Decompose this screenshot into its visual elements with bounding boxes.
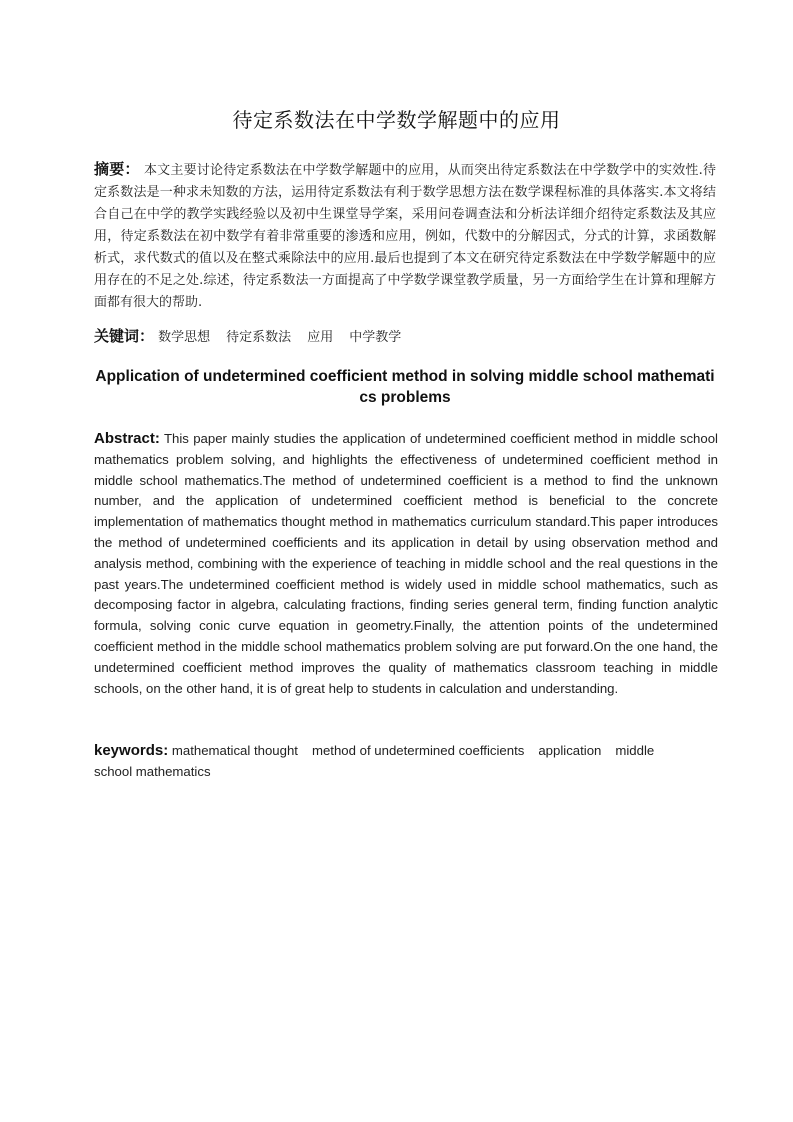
- english-keyword: method of undetermined coefficients: [311, 743, 525, 758]
- chinese-keyword: 中学教学: [349, 330, 402, 345]
- english-keyword: application: [538, 743, 602, 758]
- english-title: Application of undetermined coefficient method in solving middle school mathematics problems: [95, 368, 715, 406]
- english-keyword: middle school mathematics: [94, 743, 655, 779]
- chinese-abstract-label: 摘要：: [94, 160, 140, 178]
- english-keywords: [94, 740, 694, 782]
- english-abstract-text: This paper mainly studies the application of undetermined coefficient method in middle school mathematics problem solving, and highlights the effectiveness of undetermined coefficient method in middle school mathematics.The method of undetermined coefficient is a method to find the unknown number, and the application of undetermined coefficient method is beneficial to the concrete implementation of mathematics thought method in mathematics curriculum standard.This paper introduces the method of undetermined coefficients and its application in detail by using observation method and analysis method, combining with the experience of teaching in middle school and the real questions in the past years.The undetermined coefficient method is widely used in middle school mathematics, such as decomposing factor in algebra, calculating fractions, finding series general term, finding function analytic formula, solving conic curve equation in geometry.Finally, the attention points of the undetermined coefficient method in the middle school mathematics problem solving are put forward.On the one hand, the undetermined coefficient method improves the quality of mathematics classroom teaching in middle schools, on the other hand, it is of great help to students in calculation and understanding.: [94, 431, 718, 696]
- chinese-abstract: [94, 158, 716, 314]
- chinese-keywords-label: 关键词：: [94, 327, 155, 345]
- chinese-abstract-text: 本文主要讨论待定系数法在中学数学解题中的应用，从而突出待定系数法在中学数学中的实效性.待定系数法是一种求未知数的方法，运用待定系数法有利于数学思想方法在数学课程标准的具体落实.本文将结合自己在中学的教学实践经验以及初中生课堂导学案，采用问卷调查法和分析法详细介绍待定系数法及其应用，待定系数法在初中数学有着非常重要的渗透和应用，例如，代数中的分解因式，分式的计算，求函数解析式，求代数式的值以及在整式乘除法中的应用.最后也提到了本文在研究待定系数法在中学数学解题中的应用存在的不足之处.综述，待定系数法一方面提高了中学数学课堂教学质量，另一方面给学生在计算和理解方面都有很大的帮助.: [94, 163, 716, 310]
- chinese-keyword: 待定系数法: [226, 330, 292, 345]
- english-abstract-label: Abstract:: [94, 430, 160, 447]
- chinese-title: 待定系数法在中学数学解题中的应用: [232, 108, 561, 132]
- english-abstract: [94, 429, 718, 699]
- english-keywords-label: keywords:: [94, 742, 169, 759]
- chinese-keyword: 数学思想: [158, 330, 211, 345]
- chinese-keywords: [94, 325, 716, 349]
- english-keyword: mathematical thought: [171, 743, 298, 758]
- chinese-keyword: 应用: [307, 330, 334, 345]
